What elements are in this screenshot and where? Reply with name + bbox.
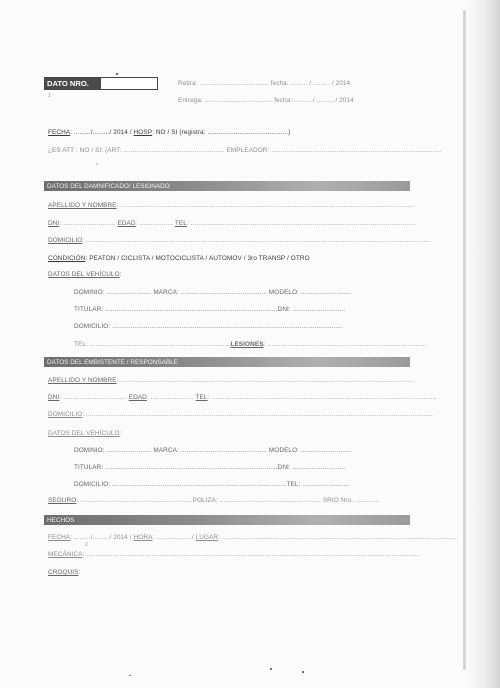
hechos-croquis-row: [48, 569, 80, 576]
lesiones-label: LESIONES: [230, 341, 264, 348]
scan-speck: [116, 73, 118, 75]
vehiculo-colon: :: [119, 271, 122, 278]
condicion-label: CONDICIÓN: [48, 255, 86, 262]
hechos-mecanica-row: [48, 551, 420, 558]
hora-field[interactable]: : .................../: [152, 534, 194, 541]
scan-fold-line: [463, 10, 466, 670]
hechos-fecha-row: [48, 534, 458, 541]
damnificado-apellido-row: [48, 202, 415, 209]
scan-shadow-edge: [466, 0, 500, 688]
section-title-embistente: DATOS DEL EMBISTENTE / RESPONSABLE: [47, 358, 178, 366]
hosp-fill[interactable]: : NO / SI (registra: ...........................................): [152, 129, 291, 136]
damnificado-dominio-row[interactable]: DOMINIO: ........................ MARCA: .............................................. MODELO: ...........................: [74, 289, 352, 296]
vehiculo-label: DATOS DEL VEHÍCULO: [48, 271, 120, 278]
dni-field[interactable]: : ..................................: [59, 394, 127, 401]
embistente-domicilio-veh-row[interactable]: DOMICILIO: .............................................................................................TEL: .........................: [74, 481, 350, 488]
domicilio-field[interactable]: : ........................................................................................................................................................................................: [82, 237, 432, 244]
damnificado-condicion-row: [48, 255, 310, 262]
embistente-titular-row[interactable]: TITULAR: ............................................................................................DNI: ............................: [74, 464, 346, 471]
retira-line: Retira: ..................................... fecha: ......... / ......... / 2014: [178, 80, 351, 87]
tel-label: TEL: [174, 220, 187, 227]
damnificado-titular-row[interactable]: TITULAR: ............................................................................................DNI: ............................: [74, 306, 346, 313]
fecha-line: [48, 129, 290, 136]
edad-label: EDAD: [128, 394, 147, 401]
art-line[interactable]: ¿ES ATT : NO / SI: (ART: ...................................................... EMPLEADOR: ...........................................................................................: [48, 147, 442, 154]
section-bar-damnificado: [44, 181, 410, 191]
fecha-label: FECHA: [48, 129, 71, 136]
vehiculo-label: DATOS DEL VEHÍCULO: [48, 430, 120, 437]
hora-label: HORA: [133, 534, 153, 541]
damnificado-tel-lesiones-row: [74, 341, 427, 348]
fecha-field[interactable]: : ........./........./ 2014 /: [70, 534, 132, 541]
apellido-field[interactable]: : .............................................................................................................................................................: [116, 202, 415, 209]
croquis-label: CROQUIS: [48, 569, 79, 576]
damnificado-vehiculo-heading: [48, 271, 122, 278]
embistente-dni-row: [48, 394, 436, 401]
damnificado-dni-row: [48, 220, 416, 227]
edad-label: EDAD: [117, 220, 136, 227]
dato-number-box: [44, 77, 158, 90]
mecanica-field[interactable]: : ..................................................................................................................................................................................: [82, 551, 421, 558]
embistente-domicilio-row: [48, 411, 433, 418]
dato-number-field[interactable]: [101, 78, 157, 89]
condicion-options[interactable]: : PEATON / CICLISTA / MOTOCICLISTA / AUTOMOV / 3ro TRANSP / OTRO: [85, 255, 310, 262]
dni-field[interactable]: : ............................: [59, 220, 116, 227]
apellido-field[interactable]: : .............................................................................................................................................................: [116, 377, 415, 384]
fecha-label: FECHA: [48, 534, 71, 541]
seguro-field[interactable]: : ............................................................POLIZA: ...................................................... SRIO Nro. .............: [76, 497, 380, 504]
apellido-label: APELLIDO Y NOMBRE: [48, 377, 117, 384]
tel-label: TEL: [195, 394, 208, 401]
scan-speck: [302, 671, 304, 673]
vehiculo-colon: :: [119, 430, 122, 437]
edad-field[interactable]: : .......................: [146, 394, 194, 401]
mecanica-label: MECÁNICA: [48, 551, 83, 558]
tel-field[interactable]: : ........................................................................................................................: [186, 220, 416, 227]
section-bar-hechos: [44, 515, 410, 525]
embistente-apellido-row: [48, 377, 415, 384]
embistente-dominio-row[interactable]: DOMINIO: ........................ MARCA: .............................................. MODELO: ...........................: [74, 447, 352, 454]
domicilio-label: DOMICILIO: [48, 237, 83, 244]
apellido-label: APELLIDO Y NOMBRE: [48, 202, 117, 209]
dni-label: DNI: [48, 394, 60, 401]
entrega-line: Entrega: .................................... fecha: ......... / ......... / 2014: [178, 97, 354, 104]
lesiones-field[interactable]: : .....................................................................................: [263, 341, 427, 348]
section-title-damnificado: DATOS DEL DAMNIFICADO/ LESIONADO: [47, 182, 170, 190]
seguro-label: SEGURO: [48, 497, 77, 504]
handwritten-mark: 1: [48, 93, 51, 99]
croquis-colon: :: [78, 569, 81, 576]
stray-mark: *: [96, 163, 99, 169]
section-bar-embistente: [44, 357, 410, 367]
embistente-seguro-row: [48, 497, 379, 504]
domicilio-field[interactable]: : .........................................................................................................................................................................................: [82, 411, 434, 418]
dni-label: DNI: [48, 220, 60, 227]
damnificado-domicilio-veh-row[interactable]: DOMICILIO: ...........................................................................................................................: [74, 323, 343, 330]
fecha-fill[interactable]: : ........./........./ 2014 /: [70, 129, 132, 136]
section-title-hechos: HECHOS: [47, 516, 75, 524]
tel-veh-field[interactable]: TEL: ...........................................................................: [74, 341, 231, 348]
domicilio-label: DOMICILIO: [48, 411, 83, 418]
lugar-label: LUGAR: [195, 534, 219, 541]
scan-speck: [270, 668, 272, 670]
embistente-vehiculo-heading: [48, 430, 122, 437]
edad-field[interactable]: : ..................: [135, 220, 174, 227]
handwritten-j-mark: J: [85, 542, 88, 548]
damnificado-domicilio-row: [48, 237, 431, 244]
lugar-field[interactable]: : ..............................................................................................................................: [218, 534, 459, 541]
tel-field[interactable]: : ........................................................................................................................: [207, 394, 437, 401]
scan-speck: [129, 675, 131, 676]
dato-number-label: DATO NRO.: [45, 78, 101, 89]
hosp-label: HOSP: [133, 129, 153, 136]
croquis-sketch-area[interactable]: [48, 582, 408, 662]
